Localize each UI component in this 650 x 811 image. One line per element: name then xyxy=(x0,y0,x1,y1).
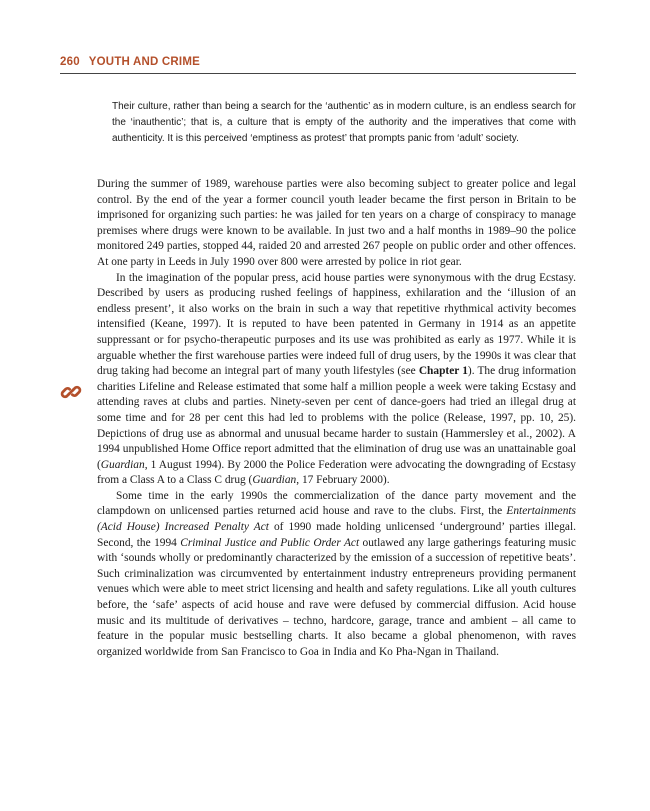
paragraph-2: In the imagination of the popular press, acid house parties were synonymous with the drug Ecstasy. Described by users as producing rushed feelings of happiness, exhilaration and the ‘illusion of an endless present’, it also works on the brain in such a way that repetitive rhythmical activity becomes intensified (Keane, 1997). It is reputed to have been patented in Germany in 1914 as an appetite suppressant or for psycho-therapeutic purposes and its use was prohibited as early as 1977. While it is arguable whether the first warehouse parties were indeed full of drug users, by the 1990s it was clear that drug taking had become an integral part of many youth lifestyles (see Chapter 1). The drug information charities Lifeline and Release estimated that some half a million people a week were taking Ecstasy and attending raves at clubs and parties. Ninety-seven per cent of dance-goers had tried an illegal drug at some time and for 28 per cent this had led to problems with the police (Release, 1997, pp. 10, 25). Depictions of drug use as abnormal and unusual became harder to sustain (Hammersley et al., 2002). A 1994 unpublished Home Office report admitted that the elimination of drug use was an unattainable goal (Guardian, 1 August 1994). By 2000 the Police Federation were advocating the downgrading of Ecstasy from a Class A to a Class C drug (Guardian, 17 February 2000). xyxy=(97,271,577,487)
act-title: Entertainments (Acid House) Increased Penalty Act xyxy=(97,505,576,534)
running-head xyxy=(60,56,576,74)
running-title: YOUTH AND CRIME xyxy=(88,56,200,68)
page-number: 260 xyxy=(60,56,80,68)
act-title: Criminal Justice and Public Order Act xyxy=(180,536,360,549)
source-title: Guardian xyxy=(100,458,145,471)
source-title: Guardian xyxy=(252,474,297,487)
paragraph-3: Some time in the early 1990s the commercialization of the dance party movement and the clampdown on unlicensed parties returned acid house and rave to the clubs. First, the Entertainments (Acid House) Increased Penalty Act of 1990 made holding unlicensed ‘underground’ parties illegal. Second, the 1994 Criminal Justice and Public Order Act outlawed any large gatherings featuring music with ‘sounds wholly or predominantly characterized by the emission of a succession of repetitive beats’. Such criminalization was circumvented by entertainment industry entrepreneurs providing permanent venues which were able to meet strict licensing and health and safety regulations. Like all youth cultures before, the ‘safe’ aspects of acid house and rave were defused by commercial diffusion. Acid house music and its multitude of derivatives – techno, hardcore, garage, trance and ambient – all came to feature in the popular music bestselling charts. It also became a global phenomenon, with raves organized worldwide from San Francisco to Goa in India and Ko Pha-Ngan in Thailand. xyxy=(97,489,576,658)
paragraph-1: During the summer of 1989, warehouse parties were also becoming subject to greater police and legal control. By the end of the year a former council youth leader became the first person in Britain to be imprisoned for organizing such parties: he was jailed for ten years on a charge of conspiracy to manage premises where drugs were known to be available. In just two and a half months in 1989–90 the police monitored 249 parties, stopped 44, raided 20 and arrested 267 people on public order and other offences. At one party in Leeds in July 1990 over 800 were arrested by police in riot gear. xyxy=(97,178,576,268)
link-icon[interactable] xyxy=(60,381,82,403)
block-quote: Their culture, rather than being a search for the ‘authentic’ as in modern culture, is an endless search for the ‘inauthentic’; that is, a culture that is empty of the authority and the imperatives that come with authenticity. It is this perceived ‘emptiness as protest’ that prompts panic from ‘adult’ society. xyxy=(112,101,576,145)
chapter-reference[interactable]: Chapter 1 xyxy=(418,365,468,378)
body-text xyxy=(97,177,576,660)
